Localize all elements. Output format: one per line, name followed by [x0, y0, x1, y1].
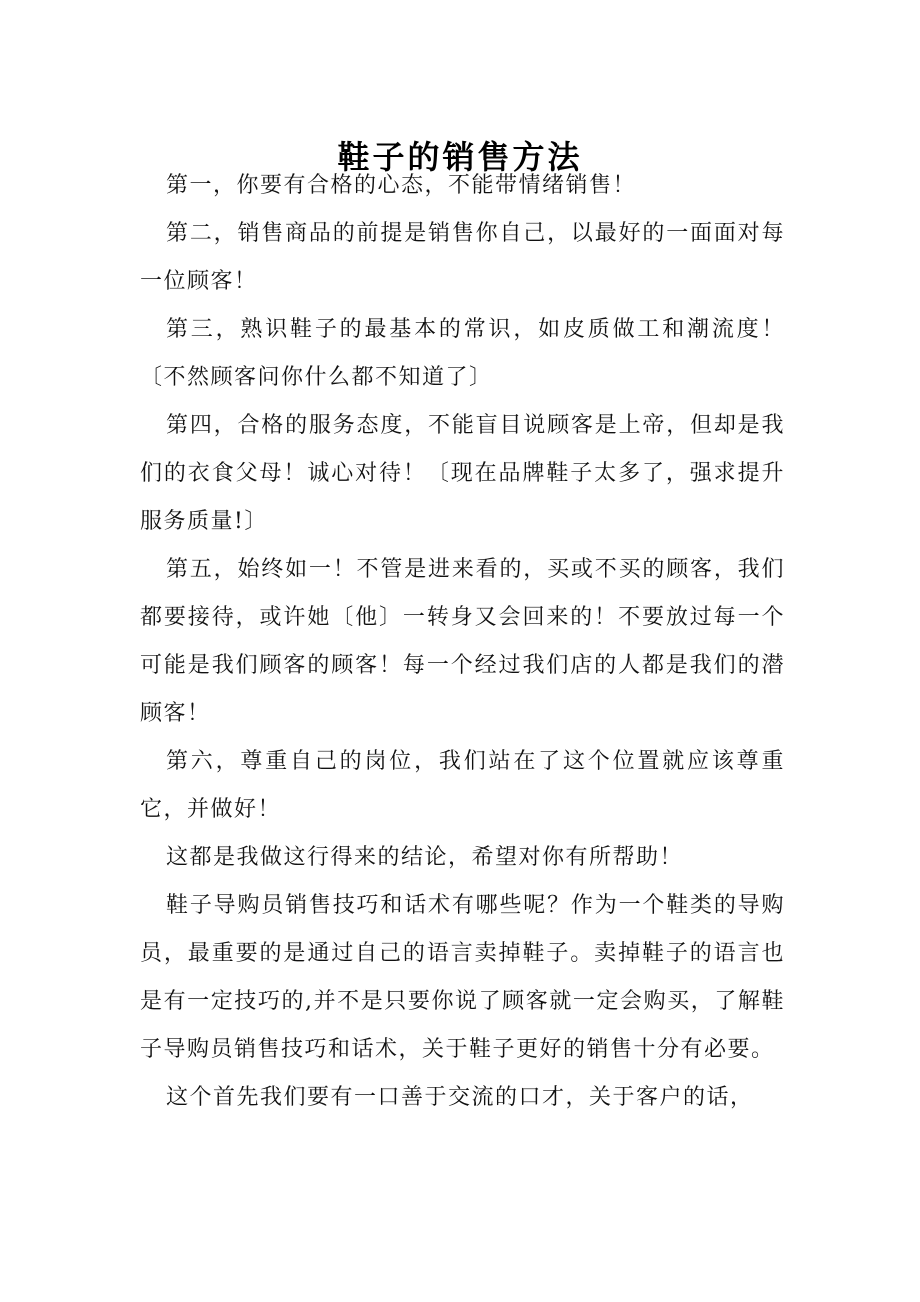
paragraph-4: 第四，合格的服务态度，不能盲目说顾客是上帝，但却是我们的衣食父母！诚心对待！〔现在品牌鞋子太多了，强求提升服务质量!〕: [140, 413, 785, 534]
paragraph-2: 第二，销售商品的前提是销售你自己，以最好的一面面对每一位顾客！: [140, 221, 785, 294]
document-body: [140, 162, 785, 1122]
paragraph-8: 鞋子导购员销售技巧和话术有哪些呢？作为一个鞋类的导购员，最重要的是通过自己的语言卖掉鞋子。卖掉鞋子的语言也是有一定技巧的,并不是只要你说了顾客就一定会购买，了解鞋子导购员销售技巧和话术，关于鞋子更好的销售十分有必要。: [140, 893, 785, 1062]
paragraph-1: 第一，你要有合格的心态，不能带情绪销售！: [166, 173, 637, 198]
paragraph-7: 这都是我做这行得来的结论，希望对你有所帮助！: [166, 845, 684, 870]
paragraph-9: 这个首先我们要有一口善于交流的口才，关于客户的话，: [166, 1085, 754, 1110]
paragraph-5: 第五，始终如一！不管是进来看的，买或不买的顾客，我们都要接待，或许她〔他〕一转身又会回来的！不要放过每一个可能是我们顾客的顾客！每一个经过我们店的人都是我们的潜顾客！: [140, 557, 785, 726]
paragraph-6: 第六，尊重自己的岗位，我们站在了这个位置就应该尊重它，并做好！: [140, 749, 785, 822]
paragraph-3: 第三，熟识鞋子的最基本的常识，如皮质做工和潮流度！〔不然顾客问你什么都不知道了〕: [140, 317, 785, 390]
document-title: 鞋子的销售方法: [337, 138, 583, 177]
